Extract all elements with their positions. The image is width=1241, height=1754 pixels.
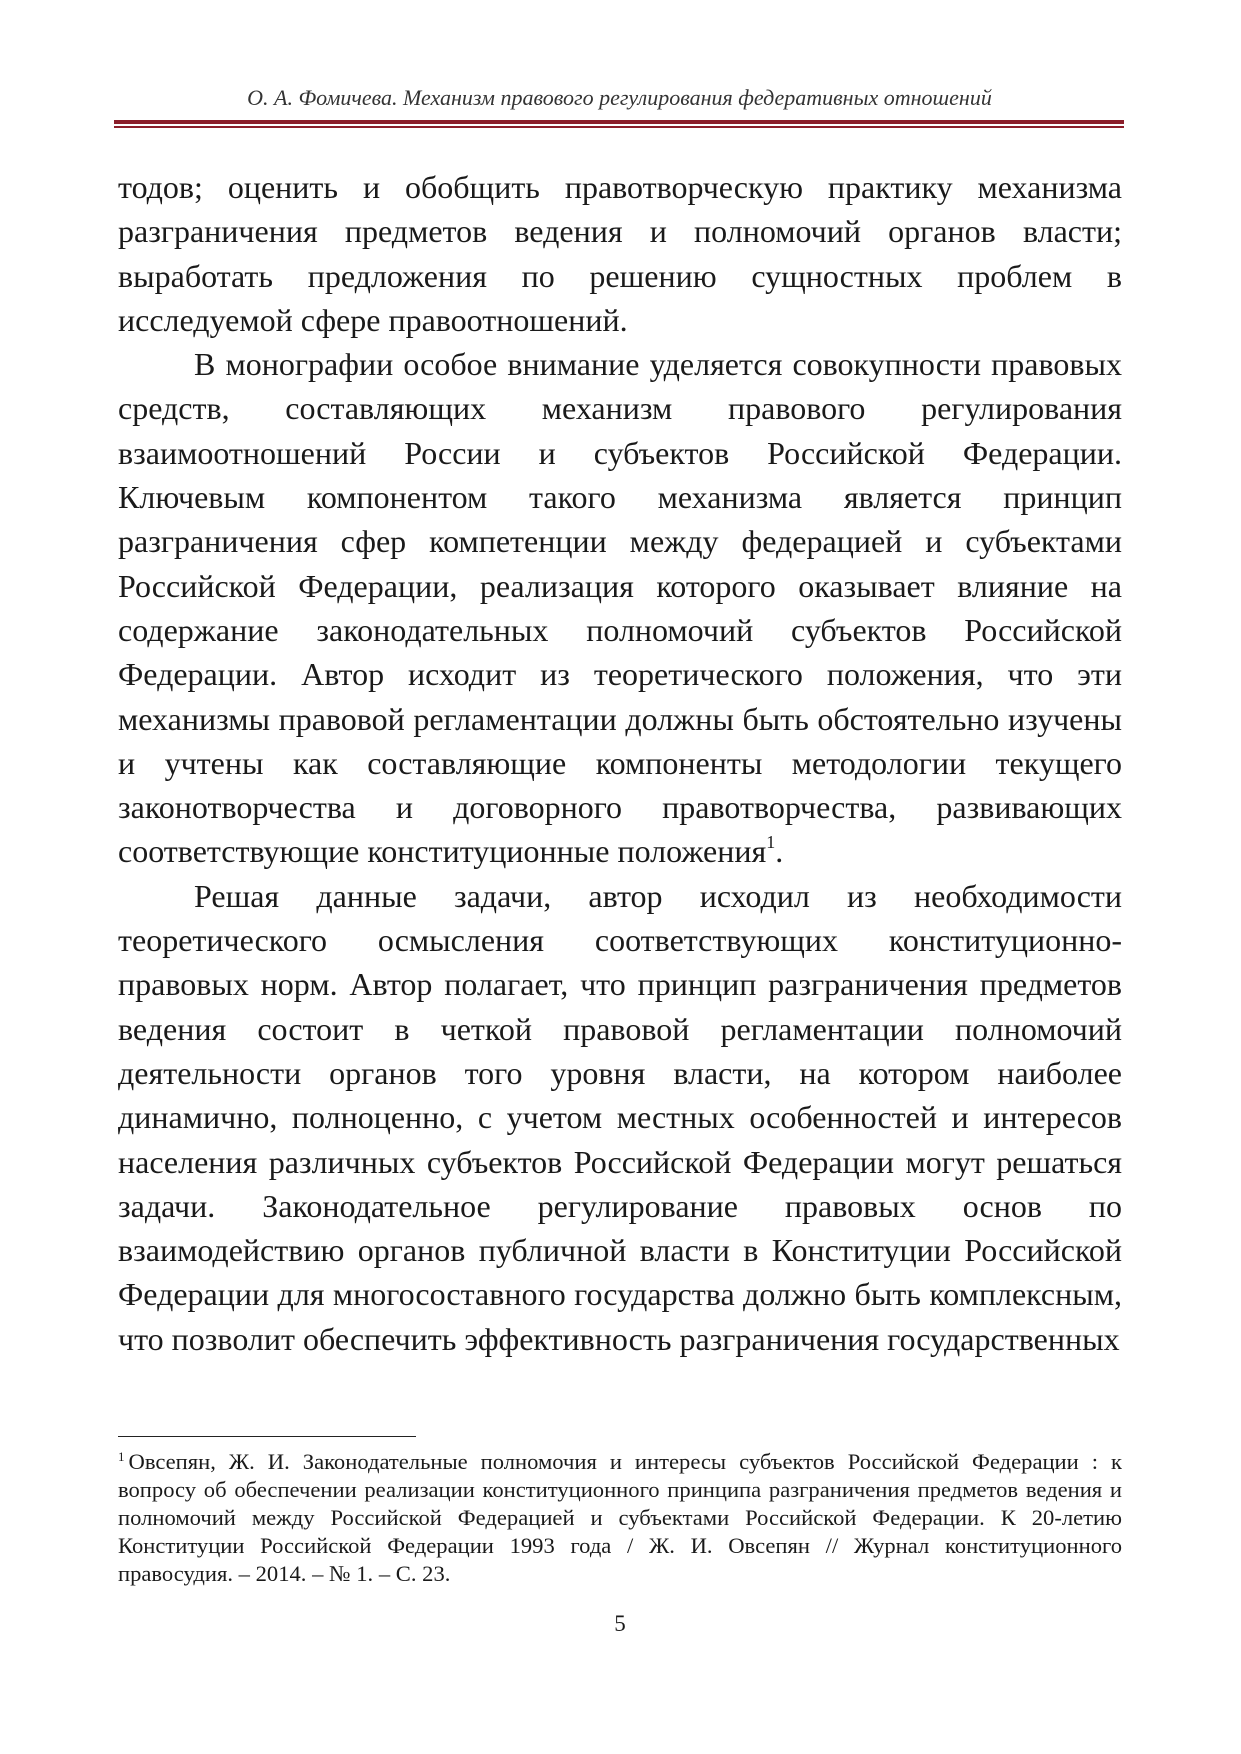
header-rule-thin [114, 126, 1124, 128]
paragraph-3: Решая данные задачи, автор исходил из необходимости теоретического осмысления соответствующих конституционно-правовых норм. Автор полагает, что принцип разграничения предметов ведения состоит в четкой правовой регламентации полномочий деятельности органов того уровня власти, на котором наиболее динамично, полноценно, с учетом местных особенностей и интересов населения различных субъектов Российской Федерации могут решаться задачи. Законодательное регулирование правовых основ по взаимодействию органов публичной власти в Конституции Российской Федерации для многосоставного государства должно быть комплексным, что позволит обеспечить эффективность разграничения государственных [118, 877, 1122, 1357]
footnote-reference[interactable]: 1 [766, 832, 776, 853]
footnote [118, 1448, 1122, 1588]
footnote-text: Овсепян, Ж. И. Законодательные полномочия и интересы субъектов Российской Федерации : к вопросу об обеспечении реализации конституционного принципа разграничения предметов ведения и полномочий между Российской Федерацией и субъектами Российской Федерации. К 20-летию Конституции Российской Федерации 1993 года / Ж. И. Овсепян // Журнал конституционного правосудия. – 2014. – № 1. – С. 23. [118, 1449, 1122, 1586]
paragraph-1: тодов; оценить и обобщить правотворческую практику механизма разграничения предметов ведения и полномочий органов власти; выработать предложения по решению сущностных проблем в исследуемой сфере правоотношений. [118, 169, 1122, 338]
paragraph-2-end: . [775, 833, 784, 870]
page-number: 5 [614, 1611, 626, 1636]
running-title: О. А. Фомичева. Механизм правового регулирования федеративных отношений [247, 85, 992, 110]
footnote-marker: 1 [118, 1449, 125, 1464]
paragraph-2-text: В монографии особое внимание уделяется совокупности правовых средств, составляющих механизм правового регулирования взаимоотношений России и субъектов Российской Федерации. Ключевым компонентом такого механизма является принцип разграничения сфер компетенции между федерацией и субъектами Российской Федерации, реализация которого оказывает влияние на содержание законодательных полномочий субъектов Российской Федерации. Автор исходит из теоретического положения, что эти механизмы правовой регламентации должны быть обстоятельно изучены и учтены как составляющие компоненты методологии текущего законотворчества и договорного правотворчества, развивающих соответствующие конституционные положения [118, 346, 1122, 870]
footnote-separator [118, 1436, 416, 1437]
header-rule-thick [114, 120, 1124, 124]
paragraph-2 [118, 342, 1122, 874]
main-text [118, 165, 1122, 1361]
